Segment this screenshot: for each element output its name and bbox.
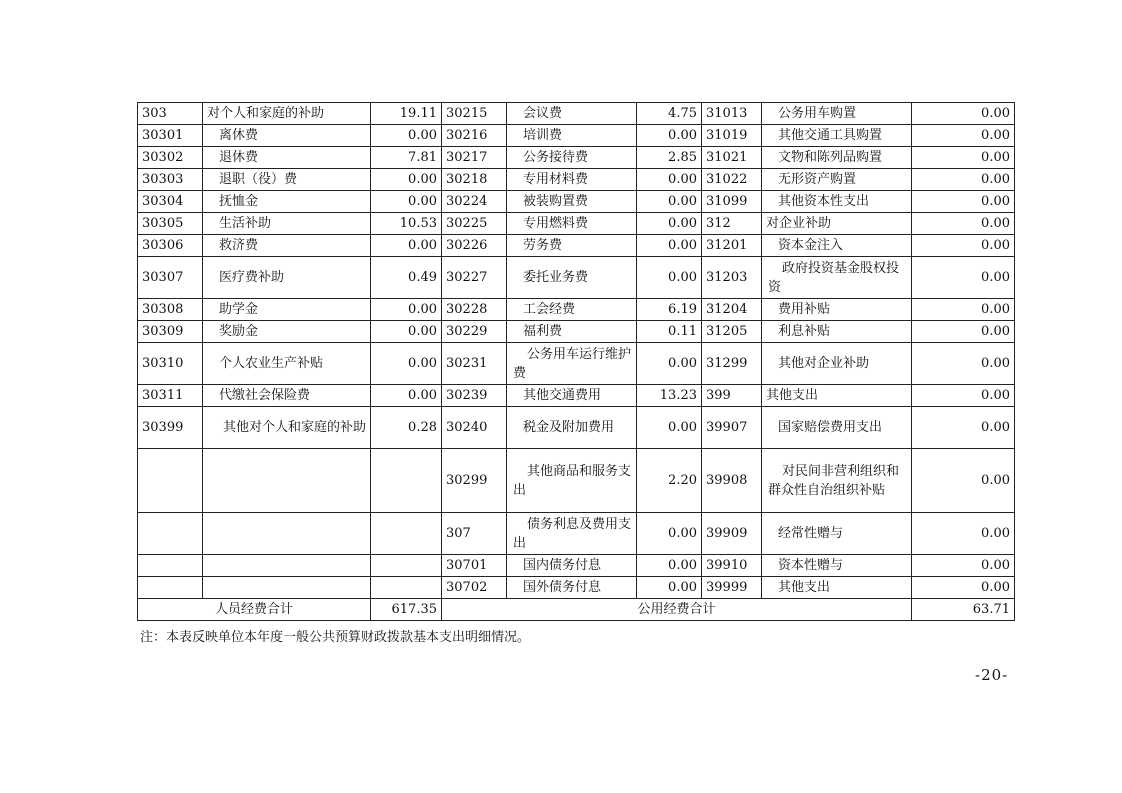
col1-amount: 0.00 xyxy=(371,169,442,191)
col3-amount: 0.00 xyxy=(912,299,1015,321)
col3-amount: 0.00 xyxy=(912,321,1015,343)
col3-amount: 0.00 xyxy=(912,103,1015,125)
col3-name: 无形资产购置 xyxy=(762,169,912,191)
col2-amount: 0.00 xyxy=(637,191,702,213)
col2-name: 债务利息及费用支出 xyxy=(507,513,637,555)
col1-code xyxy=(138,555,203,577)
col3-amount: 0.00 xyxy=(912,577,1015,599)
col2-amount: 2.20 xyxy=(637,449,702,513)
col3-name: 资本性赠与 xyxy=(762,555,912,577)
col3-code: 31013 xyxy=(702,103,762,125)
table-row xyxy=(138,407,1015,449)
col1-amount: 0.49 xyxy=(371,257,442,299)
col2-code: 30225 xyxy=(442,213,507,235)
col1-name xyxy=(203,555,371,577)
table-row xyxy=(138,213,1015,235)
col2-amount: 0.00 xyxy=(637,407,702,449)
col3-code: 312 xyxy=(702,213,762,235)
col3-name: 经常性赠与 xyxy=(762,513,912,555)
table-footnote: 注：本表反映单位本年度一般公共预算财政拨款基本支出明细情况。 xyxy=(140,630,531,645)
col2-code: 30227 xyxy=(442,257,507,299)
col2-amount: 0.00 xyxy=(637,577,702,599)
public-total-value: 63.71 xyxy=(912,599,1015,621)
col3-name: 对民间非营利组织和群众性自治组织补贴 xyxy=(762,449,912,513)
col1-amount: 0.00 xyxy=(371,125,442,147)
col3-name: 费用补贴 xyxy=(762,299,912,321)
table-row xyxy=(138,555,1015,577)
page-number: -20- xyxy=(975,666,1009,684)
col2-name: 公务接待费 xyxy=(507,147,637,169)
col1-name: 抚恤金 xyxy=(203,191,371,213)
col3-name: 其他支出 xyxy=(762,577,912,599)
table-row xyxy=(138,125,1015,147)
table-row xyxy=(138,103,1015,125)
col1-amount: 0.00 xyxy=(371,343,442,385)
col1-name xyxy=(203,513,371,555)
col3-name: 利息补贴 xyxy=(762,321,912,343)
col1-code: 30302 xyxy=(138,147,203,169)
col2-code: 30240 xyxy=(442,407,507,449)
col1-amount xyxy=(371,513,442,555)
col2-amount: 0.00 xyxy=(637,513,702,555)
col3-code: 31299 xyxy=(702,343,762,385)
col1-name: 退休费 xyxy=(203,147,371,169)
col1-code: 30308 xyxy=(138,299,203,321)
col3-name: 对企业补助 xyxy=(762,213,912,235)
col1-code: 303 xyxy=(138,103,203,125)
table-row xyxy=(138,169,1015,191)
col2-name: 被装购置费 xyxy=(507,191,637,213)
table-row xyxy=(138,513,1015,555)
col3-code: 39910 xyxy=(702,555,762,577)
col2-amount: 13.23 xyxy=(637,385,702,407)
col2-code: 30228 xyxy=(442,299,507,321)
col2-amount: 0.00 xyxy=(637,213,702,235)
col3-name: 国家赔偿费用支出 xyxy=(762,407,912,449)
col1-name: 代缴社会保险费 xyxy=(203,385,371,407)
col2-name: 国外债务付息 xyxy=(507,577,637,599)
col3-name: 其他对企业补助 xyxy=(762,343,912,385)
col2-name: 委托业务费 xyxy=(507,257,637,299)
col2-name: 工会经费 xyxy=(507,299,637,321)
col1-code: 30301 xyxy=(138,125,203,147)
col1-amount: 0.00 xyxy=(371,385,442,407)
col1-name: 个人农业生产补贴 xyxy=(203,343,371,385)
col2-code: 30216 xyxy=(442,125,507,147)
col2-code: 30239 xyxy=(442,385,507,407)
col2-code: 30226 xyxy=(442,235,507,257)
col3-code: 31205 xyxy=(702,321,762,343)
table-row xyxy=(138,147,1015,169)
col3-amount: 0.00 xyxy=(912,235,1015,257)
col2-code: 30299 xyxy=(442,449,507,513)
col3-amount: 0.00 xyxy=(912,147,1015,169)
col2-code: 30701 xyxy=(442,555,507,577)
col2-amount: 0.00 xyxy=(637,125,702,147)
col2-name: 税金及附加费用 xyxy=(507,407,637,449)
col2-amount: 0.00 xyxy=(637,169,702,191)
col2-code: 30217 xyxy=(442,147,507,169)
col3-amount: 0.00 xyxy=(912,257,1015,299)
col1-code xyxy=(138,577,203,599)
col2-amount: 0.00 xyxy=(637,343,702,385)
table-body xyxy=(138,103,1015,599)
col2-code: 30229 xyxy=(442,321,507,343)
col1-amount: 0.00 xyxy=(371,299,442,321)
col2-name: 劳务费 xyxy=(507,235,637,257)
col1-amount: 0.00 xyxy=(371,321,442,343)
col1-name: 生活补助 xyxy=(203,213,371,235)
col1-code: 30307 xyxy=(138,257,203,299)
col1-code xyxy=(138,449,203,513)
col2-amount: 2.85 xyxy=(637,147,702,169)
col1-name xyxy=(203,449,371,513)
table-row xyxy=(138,257,1015,299)
expenditure-detail-table xyxy=(137,102,1015,621)
col1-name: 离休费 xyxy=(203,125,371,147)
col2-code: 307 xyxy=(442,513,507,555)
col3-amount: 0.00 xyxy=(912,555,1015,577)
table-row xyxy=(138,385,1015,407)
totals-row xyxy=(138,599,1015,621)
col2-name: 会议费 xyxy=(507,103,637,125)
col2-name: 培训费 xyxy=(507,125,637,147)
col3-amount: 0.00 xyxy=(912,343,1015,385)
col2-amount: 0.00 xyxy=(637,235,702,257)
col2-code: 30218 xyxy=(442,169,507,191)
col1-code: 30304 xyxy=(138,191,203,213)
col3-code: 39999 xyxy=(702,577,762,599)
col3-code: 31021 xyxy=(702,147,762,169)
col2-amount: 0.00 xyxy=(637,555,702,577)
col3-name: 政府投资基金股权投资 xyxy=(762,257,912,299)
col3-name: 其他交通工具购置 xyxy=(762,125,912,147)
col3-amount: 0.00 xyxy=(912,191,1015,213)
col2-name: 公务用车运行维护费 xyxy=(507,343,637,385)
col2-amount: 4.75 xyxy=(637,103,702,125)
col3-amount: 0.00 xyxy=(912,213,1015,235)
col2-amount: 0.11 xyxy=(637,321,702,343)
col1-code: 30305 xyxy=(138,213,203,235)
col3-amount: 0.00 xyxy=(912,513,1015,555)
col2-code: 30702 xyxy=(442,577,507,599)
col3-code: 31022 xyxy=(702,169,762,191)
col1-code: 30310 xyxy=(138,343,203,385)
col2-name: 其他交通费用 xyxy=(507,385,637,407)
col1-name: 对个人和家庭的补助 xyxy=(203,103,371,125)
col1-name: 奖励金 xyxy=(203,321,371,343)
table-row xyxy=(138,577,1015,599)
personnel-total-value: 617.35 xyxy=(371,599,442,621)
col1-name: 救济费 xyxy=(203,235,371,257)
col3-code: 399 xyxy=(702,385,762,407)
col1-code: 30309 xyxy=(138,321,203,343)
table-row xyxy=(138,321,1015,343)
col1-amount xyxy=(371,577,442,599)
table-row xyxy=(138,343,1015,385)
col2-amount: 6.19 xyxy=(637,299,702,321)
col3-code: 31204 xyxy=(702,299,762,321)
col3-name: 资本金注入 xyxy=(762,235,912,257)
col3-name: 其他资本性支出 xyxy=(762,191,912,213)
col1-amount xyxy=(371,449,442,513)
col1-code: 30311 xyxy=(138,385,203,407)
col3-amount: 0.00 xyxy=(912,385,1015,407)
col1-code: 30306 xyxy=(138,235,203,257)
col1-name: 医疗费补助 xyxy=(203,257,371,299)
col3-code: 39909 xyxy=(702,513,762,555)
col1-amount xyxy=(371,555,442,577)
public-total-label: 公用经费合计 xyxy=(442,599,912,621)
col3-name: 公务用车购置 xyxy=(762,103,912,125)
col2-code: 30231 xyxy=(442,343,507,385)
col3-code: 31201 xyxy=(702,235,762,257)
col1-code: 30303 xyxy=(138,169,203,191)
col3-amount: 0.00 xyxy=(912,407,1015,449)
col2-code: 30215 xyxy=(442,103,507,125)
col3-name: 其他支出 xyxy=(762,385,912,407)
col1-name: 其他对个人和家庭的补助 xyxy=(203,407,371,449)
table-row xyxy=(138,191,1015,213)
col3-amount: 0.00 xyxy=(912,169,1015,191)
col1-name xyxy=(203,577,371,599)
col3-code: 31099 xyxy=(702,191,762,213)
col1-name: 助学金 xyxy=(203,299,371,321)
col3-amount: 0.00 xyxy=(912,449,1015,513)
col1-amount: 0.00 xyxy=(371,235,442,257)
col1-name: 退职（役）费 xyxy=(203,169,371,191)
col2-name: 其他商品和服务支出 xyxy=(507,449,637,513)
col3-code: 31019 xyxy=(702,125,762,147)
col3-name: 文物和陈列品购置 xyxy=(762,147,912,169)
col1-code xyxy=(138,513,203,555)
col2-name: 专用燃料费 xyxy=(507,213,637,235)
col2-name: 专用材料费 xyxy=(507,169,637,191)
col3-amount: 0.00 xyxy=(912,125,1015,147)
table-row xyxy=(138,449,1015,513)
col1-code: 30399 xyxy=(138,407,203,449)
col2-name: 福利费 xyxy=(507,321,637,343)
col1-amount: 19.11 xyxy=(371,103,442,125)
col1-amount: 0.28 xyxy=(371,407,442,449)
col3-code: 39908 xyxy=(702,449,762,513)
col1-amount: 7.81 xyxy=(371,147,442,169)
col2-code: 30224 xyxy=(442,191,507,213)
personnel-total-label: 人员经费合计 xyxy=(138,599,371,621)
table-row xyxy=(138,299,1015,321)
col1-amount: 0.00 xyxy=(371,191,442,213)
col2-name: 国内债务付息 xyxy=(507,555,637,577)
col3-code: 39907 xyxy=(702,407,762,449)
col1-amount: 10.53 xyxy=(371,213,442,235)
col2-amount: 0.00 xyxy=(637,257,702,299)
table-row xyxy=(138,235,1015,257)
col3-code: 31203 xyxy=(702,257,762,299)
